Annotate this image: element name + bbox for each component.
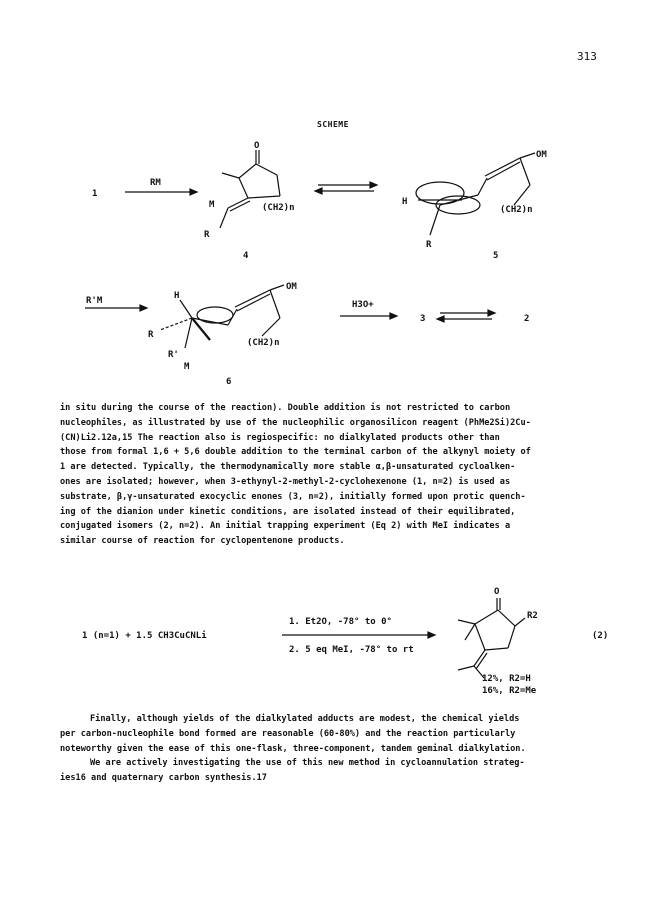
label-compound-6: 6 <box>226 377 232 387</box>
body-paragraph-2 <box>60 712 620 786</box>
c5-r: R <box>426 240 432 250</box>
product-structure <box>458 598 525 678</box>
c5-ring: (CH2)n <box>500 205 533 215</box>
equilibrium-arrows-4-5 <box>315 182 377 194</box>
equation-step-2: 2. 5 eq MeI, -78° to rt <box>289 645 414 655</box>
product-oxygen: O <box>494 587 500 597</box>
text-line: ies16 and quaternary carbon synthesis.17 <box>60 773 267 784</box>
text-line: ing of the dianion under kinetic conditions, are isolated instead of their equilibrated, <box>60 506 516 517</box>
reagent-h3o: H3O+ <box>352 300 374 310</box>
c4-metal: M <box>209 200 215 210</box>
body-paragraph-1 <box>60 401 620 549</box>
reagent-rprime-m: R'M <box>86 296 103 306</box>
label-compound-1: 1 <box>92 189 98 199</box>
reagent-rm: RM <box>150 178 161 188</box>
text-line: conjugated isomers (2, n=2). An initial trapping experiment (Eq 2) with MeI indicates a <box>60 521 511 532</box>
text-line: per carbon-nucleophile bond formed are reasonable (60-80%) and the reaction particularly <box>60 728 516 739</box>
label-compound-5: 5 <box>493 251 499 261</box>
equation-step-1: 1. Et2O, -78° to 0° <box>289 617 392 627</box>
text-line: similar course of reaction for cyclopentenone products. <box>60 536 345 547</box>
text-line: those from formal 1,6 + 5,6 double addition to the terminal carbon of the alkynyl moiety of <box>60 447 531 458</box>
text-line: 1 are detected. Typically, the thermodynamically more stable α,β-unsaturated cycloalken- <box>60 462 516 473</box>
yield-r2-h: 12%, R2=H <box>482 674 531 684</box>
text-line: in situ during the course of the reaction). Double addition is not restricted to carbon <box>60 403 511 413</box>
label-compound-3: 3 <box>420 314 426 324</box>
c6-rprime: R' <box>168 350 179 360</box>
structure-4 <box>220 150 280 228</box>
c4-ring: (CH2)n <box>262 203 295 213</box>
text-line: ones are isolated; however, when 3-ethynyl-2-methyl-2-cyclohexenone (1, n=2) is used as <box>60 476 511 487</box>
text-line: We are actively investigating the use of this new method in cycloannulation strateg- <box>90 758 525 769</box>
yield-r2-me: 16%, R2=Me <box>482 686 537 696</box>
text-line: noteworthy given the ease of this one-flask, three-component, tandem geminal dialkylation. <box>60 743 526 754</box>
equation-reactants: 1 (n=1) + 1.5 CH3CuCNLi <box>82 631 207 641</box>
text-line: Finally, although yields of the dialkylated adducts are modest, the chemical yields <box>90 714 520 724</box>
reaction-scheme <box>0 0 672 400</box>
equation-number: (2) <box>592 631 609 641</box>
label-compound-4: 4 <box>243 251 249 261</box>
structure-5 <box>416 153 535 235</box>
text-line: substrate, β,γ-unsaturated exocyclic enones (3, n=2), initially formed upon protic quench- <box>60 491 526 502</box>
scheme-title: SCHEME <box>317 120 349 129</box>
text-line: (CN)Li2.12a,15 The reaction also is regiospecific: no dialkylated products other than <box>60 432 500 443</box>
c5-om: OM <box>536 150 547 160</box>
c6-ring: (CH2)n <box>247 338 280 348</box>
page-number: 313 <box>577 50 597 63</box>
product-r2: R2 <box>527 611 538 621</box>
text-line: nucleophiles, as illustrated by use of the nucleophilic organosilicon reagent (PhMe2Si)2Cu- <box>60 417 531 428</box>
label-compound-2: 2 <box>524 314 530 324</box>
c6-h: H <box>174 291 180 301</box>
c4-oxygen: O <box>254 141 260 151</box>
c4-r: R <box>204 230 210 240</box>
equilibrium-arrows-3-2 <box>437 310 495 322</box>
c6-r: R <box>148 330 154 340</box>
c6-m: M <box>184 362 190 372</box>
equation-2 <box>0 578 672 708</box>
c5-h: H <box>402 197 408 207</box>
c6-om: OM <box>286 282 297 292</box>
